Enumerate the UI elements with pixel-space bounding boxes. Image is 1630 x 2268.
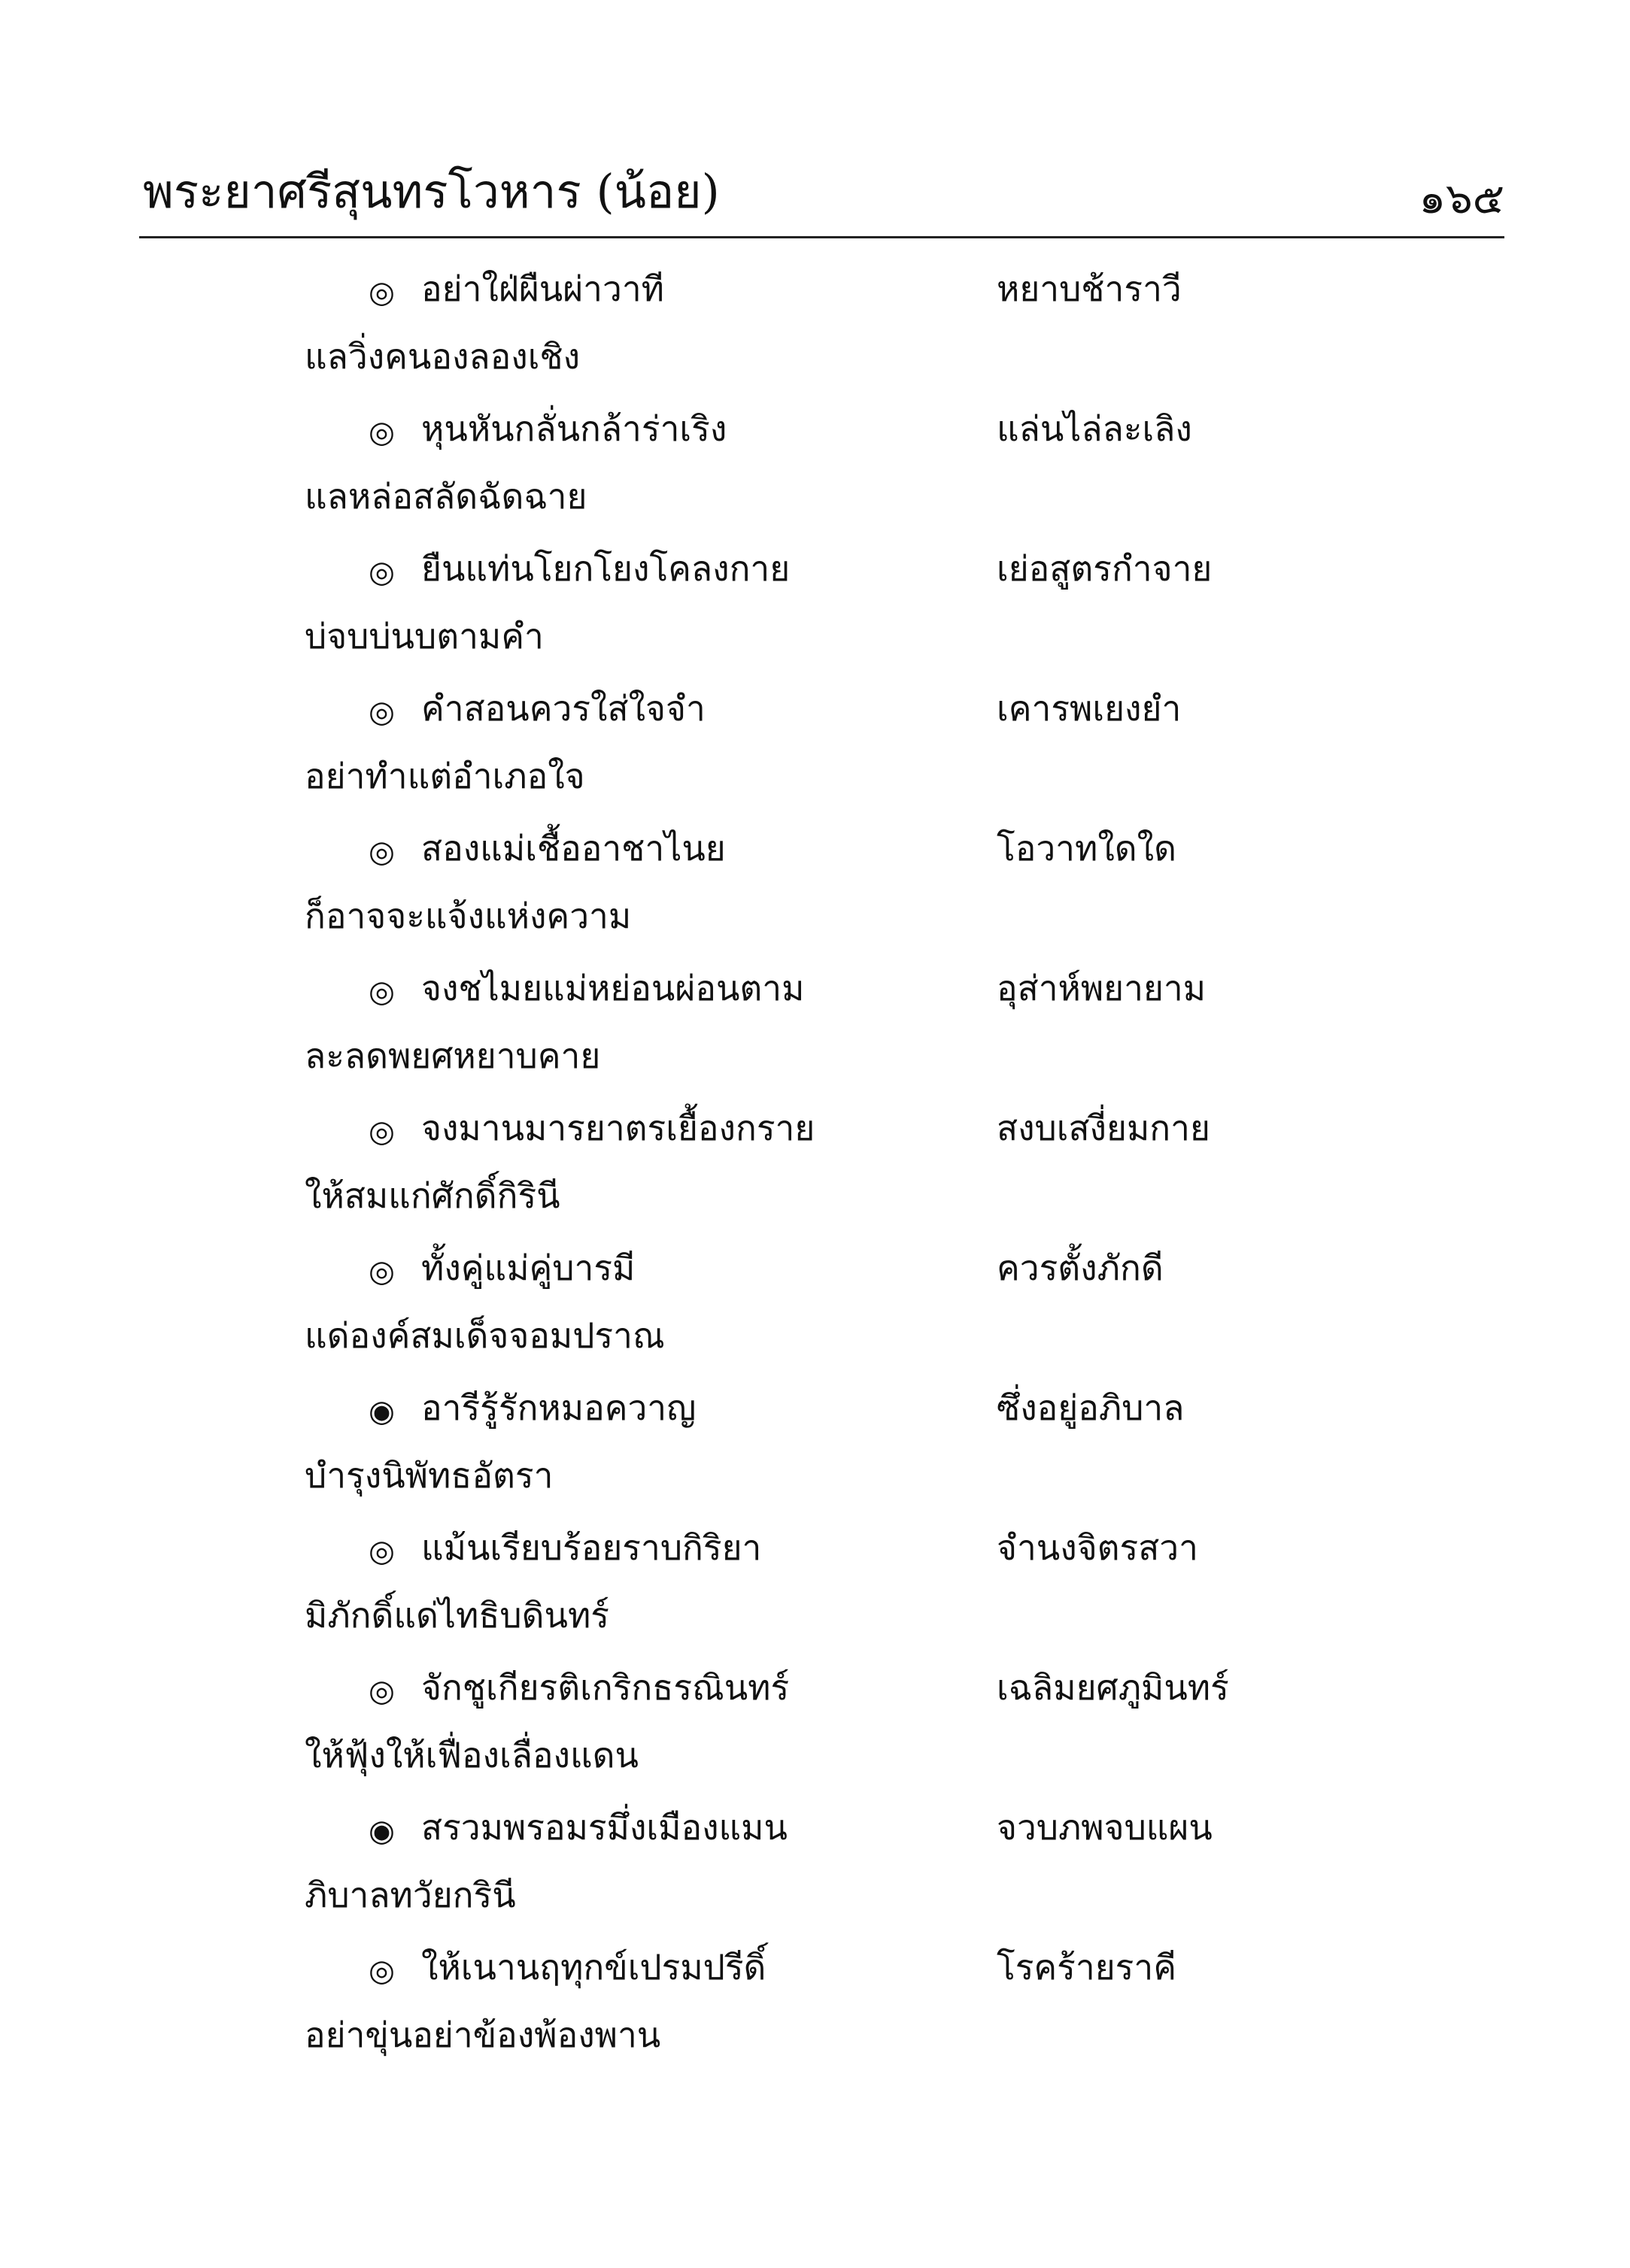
stanza (0, 535, 1630, 675)
stanza-marker: ◎ (369, 275, 395, 310)
verse-line (0, 396, 1630, 463)
verse-second-half: โรคร้ายราคี (997, 1947, 1176, 1988)
verse-second-half: สงบเสงี่ยมกาย (997, 1108, 1210, 1148)
stanza-marker: ◉ (369, 1394, 395, 1429)
verse-line (0, 955, 1630, 1023)
verse-continuation: แด่องค์สมเด็จจอมปราณ (305, 1315, 665, 1356)
stanza-marker: ◎ (369, 415, 395, 450)
verse-first-half: อย่าใฝ่ผืนผ่าวาที (421, 268, 664, 309)
verse-continuation: ให้ฟุ้งให้เฟื่องเลื่องแดน (305, 1735, 639, 1775)
verse-continuation: ภิบาลทวัยกรินี (305, 1875, 516, 1915)
stanza-marker: ◎ (369, 1114, 395, 1149)
verse-line (0, 1375, 1630, 1442)
verse-first-half: ทั้งคู่แม่คู่บารมี (421, 1248, 636, 1288)
verse-continuation: ก็อาจจะแจ้งแห่งความ (305, 896, 632, 936)
verse-first-half: ยืนแท่นโยกโยงโคลงกาย (421, 548, 791, 589)
stanza-marker: ◎ (369, 975, 395, 1009)
verse-continuation: อย่าทำแต่อำเภอใจ (305, 756, 585, 796)
stanza (0, 1515, 1630, 1654)
verse-continuation: มิภักดิ์แด่ไทธิบดินทร์ (305, 1595, 609, 1636)
verse-second-half: ควรตั้งภักดี (997, 1248, 1164, 1288)
verse-second-half: เย่อสูตรกำจาย (997, 548, 1213, 589)
verse-second-half: ซึ่งอยู่อภิบาล (997, 1387, 1185, 1428)
verse-first-half: สรวมพรอมรมึ่งเมืองแมน (421, 1807, 788, 1848)
stanza-marker: ◎ (369, 835, 395, 869)
stanza-marker: ◎ (369, 1254, 395, 1289)
verse-second-half: โอวาทใดใด (997, 828, 1176, 869)
verse-continuation: บ่จบบ่นบตามคำ (305, 616, 544, 656)
stanza (0, 396, 1630, 535)
stanza-marker: ◎ (369, 1954, 395, 1988)
verse-first-half: จงชไมยแม่หย่อนผ่อนตาม (421, 968, 805, 1008)
running-title: พระยาศรีสุนทรโวหาร (น้อย) (143, 164, 720, 219)
verse-first-half: จงมานมารยาตรเยื้องกราย (421, 1108, 815, 1148)
page-header (143, 150, 1504, 233)
verse-continuation: อย่าขุ่นอย่าข้องพ้องพาน (305, 2015, 661, 2055)
stanza (0, 955, 1630, 1095)
verse-line (0, 1095, 1630, 1163)
page-number: ๑๖๕ (1419, 174, 1504, 223)
verse-line (0, 1794, 1630, 1862)
verse-first-half: สองแม่เชื้ออาชาไนย (421, 828, 726, 869)
stanza (0, 1375, 1630, 1515)
verse-line (0, 535, 1630, 603)
verse-first-half: คำสอนควรใส่ใจจำ (421, 688, 706, 729)
verse-first-half: หุนหันกลั่นกล้าร่าเริง (421, 408, 727, 449)
verse-first-half: อารีรู้รักหมอควาญ (421, 1387, 697, 1428)
stanza (0, 675, 1630, 815)
stanza (0, 1235, 1630, 1375)
verse-line (0, 1654, 1630, 1722)
verse-second-half: หยาบช้าราวี (997, 268, 1182, 309)
verse-continuation: ละลดพยศหยาบคาย (305, 1035, 601, 1076)
verse-second-half: จำนงจิตรสวา (997, 1527, 1198, 1568)
stanza-marker: ◎ (369, 695, 395, 729)
header-divider (139, 236, 1504, 238)
verse-second-half: เคารพเยงยำ (997, 688, 1182, 729)
stanza (0, 1794, 1630, 1934)
verse-second-half: จวบภพจบแผน (997, 1807, 1213, 1848)
verse-line (0, 1515, 1630, 1582)
verse-line (0, 1934, 1630, 2002)
stanza (0, 1654, 1630, 1794)
verse-line (0, 256, 1630, 323)
stanza-marker: ◎ (369, 555, 395, 590)
verse-continuation: บำรุงนิพัทธอัตรา (305, 1455, 554, 1496)
verse-list (0, 256, 1630, 2074)
stanza-marker: ◉ (369, 1814, 395, 1848)
verse-second-half: เฉลิมยศภูมินทร์ (997, 1667, 1229, 1708)
verse-line (0, 675, 1630, 743)
stanza-marker: ◎ (369, 1674, 395, 1709)
verse-first-half: จักชูเกียรติเกริกธรณินทร์ (421, 1667, 790, 1708)
stanza (0, 1095, 1630, 1235)
stanza (0, 1934, 1630, 2074)
verse-continuation: แลวิ่งคนองลองเชิง (305, 336, 581, 377)
verse-line (0, 1235, 1630, 1302)
stanza-marker: ◎ (369, 1534, 395, 1569)
verse-continuation: ให้สมแก่ศักดิ์กิรินี (305, 1175, 560, 1216)
verse-continuation: แลหล่อสลัดฉัดฉาย (305, 476, 587, 517)
stanza (0, 815, 1630, 955)
verse-first-half: ให้เนานฤทุกข์เปรมปรีดิ์ (421, 1947, 766, 1988)
verse-second-half: อุส่าห์พยายาม (997, 968, 1207, 1008)
verse-second-half: แล่นไล่ละเลิง (997, 408, 1192, 449)
verse-line (0, 815, 1630, 883)
verse-first-half: แม้นเรียบร้อยราบกิริยา (421, 1527, 762, 1568)
stanza (0, 256, 1630, 396)
